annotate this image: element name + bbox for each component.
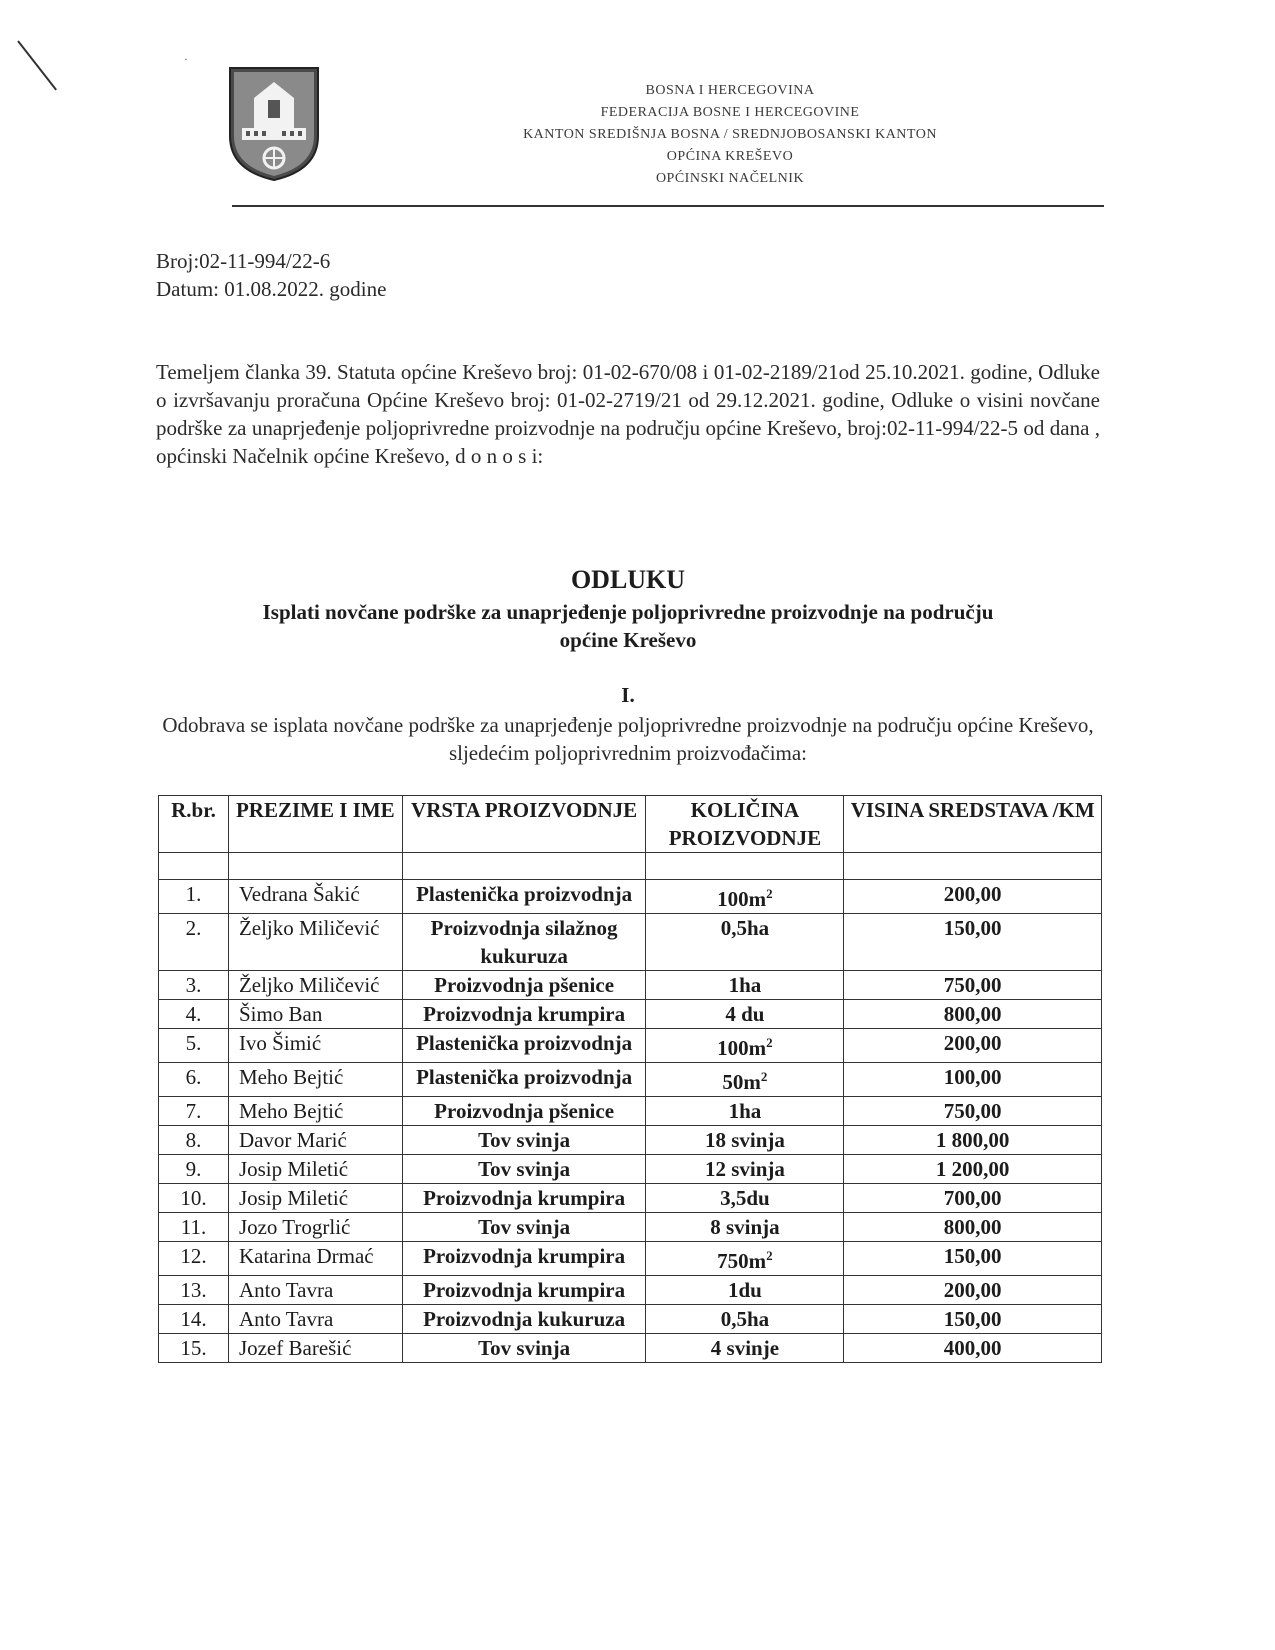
header-line-country: BOSNA I HERCEGOVINA bbox=[645, 83, 815, 98]
table-row bbox=[159, 1276, 1102, 1305]
row-number-cell bbox=[159, 1334, 229, 1363]
row-number-cell bbox=[159, 971, 229, 1000]
row-type-cell bbox=[402, 1276, 646, 1305]
row-quantity-text: 750m bbox=[717, 1249, 767, 1273]
row-name-text: Meho Bejtić bbox=[238, 1099, 344, 1123]
subtitle-line-2: općine Kreševo bbox=[559, 628, 697, 652]
row-type-cell bbox=[402, 1063, 646, 1097]
row-quantity-cell bbox=[646, 1063, 844, 1097]
row-amount-text: 150,00 bbox=[943, 1307, 1002, 1331]
column-header-name: PREZIME I IME bbox=[228, 796, 402, 853]
row-type-cell bbox=[402, 1029, 646, 1063]
row-quantity-cell bbox=[646, 1213, 844, 1242]
header-divider bbox=[232, 205, 1104, 207]
table-row bbox=[159, 1334, 1102, 1363]
row-amount-cell bbox=[844, 1000, 1102, 1029]
row-type-cell bbox=[402, 880, 646, 914]
row-type-cell bbox=[402, 1126, 646, 1155]
table-row bbox=[159, 1126, 1102, 1155]
row-name-cell bbox=[228, 971, 402, 1000]
row-amount-text: 200,00 bbox=[943, 1031, 1002, 1055]
row-name-text: Šimo Ban bbox=[238, 1002, 323, 1026]
spacer-cell bbox=[228, 853, 402, 880]
row-amount-cell bbox=[844, 1029, 1102, 1063]
table-row bbox=[159, 1184, 1102, 1213]
row-quantity-text: 100m bbox=[717, 1036, 767, 1060]
row-number-cell bbox=[159, 1063, 229, 1097]
row-quantity-cell bbox=[646, 1242, 844, 1276]
row-number-cell bbox=[159, 1000, 229, 1029]
row-name-cell bbox=[228, 1155, 402, 1184]
row-quantity-cell bbox=[646, 1184, 844, 1213]
row-name-text: Jozef Barešić bbox=[238, 1336, 352, 1360]
row-name-cell bbox=[228, 1126, 402, 1155]
document-subtitle bbox=[156, 598, 1100, 654]
row-name-cell bbox=[228, 1305, 402, 1334]
header-line-federation: FEDERACIJA BOSNE I HERCEGOVINE bbox=[600, 105, 860, 120]
row-type-cell bbox=[402, 971, 646, 1000]
row-number-text: 3. bbox=[185, 973, 202, 997]
column-header-quantity: KOLIČINA PROIZVODNJE bbox=[646, 796, 844, 853]
row-quantity-text: 8 svinja bbox=[710, 1215, 780, 1239]
table-row bbox=[159, 1242, 1102, 1276]
table-row bbox=[159, 1097, 1102, 1126]
row-number-text: 1. bbox=[185, 882, 202, 906]
row-amount-cell bbox=[844, 1063, 1102, 1097]
row-amount-text: 150,00 bbox=[943, 916, 1002, 940]
row-type-cell bbox=[402, 1334, 646, 1363]
row-name-cell bbox=[228, 1213, 402, 1242]
row-amount-cell bbox=[844, 1242, 1102, 1276]
row-number-text: 5. bbox=[185, 1031, 202, 1055]
row-number-cell bbox=[159, 1126, 229, 1155]
row-amount-text: 750,00 bbox=[943, 973, 1002, 997]
table-body bbox=[159, 853, 1102, 1363]
intro-paragraph: Temeljem članka 39. Statuta općine Kreševo broj: 01-02-670/08 i 01-02-2189/21od 25.10.2021. godine, Odluke o izvršavanju proračuna Općine Kreševo broj: 01-02-2719/21 od 29.12.2021. godine, Odluke o visini novčane podrške za unaprjeđenje poljoprivredne proizvodnje na području općine Kreševo, broj:02-11-994/22-5 od dana , općinski Načelnik općine Kreševo, d o n o s i: bbox=[156, 360, 1100, 468]
row-quantity-text: 1ha bbox=[728, 973, 762, 997]
row-amount-cell bbox=[844, 1126, 1102, 1155]
row-type-text: Proizvodnja krumpira bbox=[423, 1278, 626, 1302]
row-name-text: Jozo Trogrlić bbox=[238, 1215, 351, 1239]
document-title: ODLUKU bbox=[570, 565, 686, 594]
row-type-cell bbox=[402, 1097, 646, 1126]
row-number-text: 2. bbox=[185, 916, 202, 940]
row-quantity-cell bbox=[646, 1334, 844, 1363]
row-type-text: Tov svinja bbox=[478, 1128, 571, 1152]
scan-speck: · bbox=[184, 52, 188, 66]
row-name-cell bbox=[228, 880, 402, 914]
row-name-text: Ivo Šimić bbox=[238, 1031, 322, 1055]
table-row bbox=[159, 971, 1102, 1000]
row-number-cell bbox=[159, 1184, 229, 1213]
row-type-text: Plastenička proizvodnja bbox=[416, 1031, 633, 1055]
row-amount-cell bbox=[844, 1184, 1102, 1213]
row-type-text: Proizvodnja krumpira bbox=[423, 1002, 626, 1026]
row-name-cell bbox=[228, 1276, 402, 1305]
row-amount-text: 1 200,00 bbox=[935, 1157, 1010, 1181]
row-number-cell bbox=[159, 914, 229, 971]
row-number-text: 10. bbox=[180, 1186, 207, 1210]
row-amount-cell bbox=[844, 971, 1102, 1000]
row-amount-cell bbox=[844, 1097, 1102, 1126]
row-amount-text: 100,00 bbox=[943, 1065, 1002, 1089]
row-name-text: Katarina Drmać bbox=[238, 1244, 374, 1268]
row-quantity-cell bbox=[646, 914, 844, 971]
row-number-text: 9. bbox=[185, 1157, 202, 1181]
table-row bbox=[159, 880, 1102, 914]
row-amount-text: 800,00 bbox=[943, 1002, 1002, 1026]
row-type-text: Plastenička proizvodnja bbox=[416, 882, 633, 906]
table-row bbox=[159, 1155, 1102, 1184]
section-text: Odobrava se isplata novčane podrške za unaprjeđenje poljoprivredne proizvodnje na području općine Kreševo, sljedećim poljoprivrednim proizvođačima: bbox=[162, 713, 1094, 765]
row-name-cell bbox=[228, 914, 402, 971]
row-amount-text: 150,00 bbox=[943, 1244, 1002, 1268]
row-number-text: 6. bbox=[185, 1065, 202, 1089]
row-amount-cell bbox=[844, 914, 1102, 971]
row-name-cell bbox=[228, 1184, 402, 1213]
row-name-text: Josip Miletić bbox=[238, 1157, 349, 1181]
row-quantity-text: 1du bbox=[727, 1278, 762, 1302]
column-header-amount: VISINA SREDSTAVA /KM bbox=[844, 796, 1102, 853]
header-line-office: OPĆINSKI NAČELNIK bbox=[655, 171, 805, 186]
row-number-text: 15. bbox=[180, 1336, 207, 1360]
row-type-cell bbox=[402, 1000, 646, 1029]
row-name-text: Josip Miletić bbox=[238, 1186, 349, 1210]
row-number-cell bbox=[159, 1097, 229, 1126]
row-name-text: Meho Bejtić bbox=[238, 1065, 344, 1089]
row-amount-text: 1 800,00 bbox=[935, 1128, 1010, 1152]
row-number-cell bbox=[159, 1155, 229, 1184]
row-amount-cell bbox=[844, 1334, 1102, 1363]
row-name-text: Anto Tavra bbox=[238, 1307, 334, 1331]
row-amount-text: 200,00 bbox=[943, 1278, 1002, 1302]
row-type-text: Tov svinja bbox=[478, 1336, 571, 1360]
row-quantity-cell bbox=[646, 1126, 844, 1155]
row-name-text: Željko Miličević bbox=[238, 973, 380, 997]
row-name-cell bbox=[228, 1097, 402, 1126]
row-name-text: Željko Miličević bbox=[238, 916, 380, 940]
row-type-text: Proizvodnja pšenice bbox=[434, 973, 615, 997]
reference-date: Datum: 01.08.2022. godine bbox=[156, 277, 387, 301]
row-quantity-text: 0,5ha bbox=[720, 1307, 770, 1331]
row-quantity-text: 12 svinja bbox=[704, 1157, 785, 1181]
table-row bbox=[159, 914, 1102, 971]
row-quantity-cell bbox=[646, 1155, 844, 1184]
row-name-cell bbox=[228, 1000, 402, 1029]
table-row bbox=[159, 1063, 1102, 1097]
header-line-municipality: OPĆINA KREŠEVO bbox=[666, 149, 794, 164]
unit-exponent: 2 bbox=[760, 1069, 768, 1084]
row-name-text: Vedrana Šakić bbox=[238, 882, 360, 906]
row-number-text: 12. bbox=[180, 1244, 207, 1268]
row-number-cell bbox=[159, 1305, 229, 1334]
row-quantity-text: 3,5du bbox=[720, 1186, 770, 1210]
row-number-cell bbox=[159, 1242, 229, 1276]
row-amount-cell bbox=[844, 1276, 1102, 1305]
unit-exponent: 2 bbox=[766, 1035, 773, 1050]
row-name-text: Davor Marić bbox=[238, 1128, 347, 1152]
row-number-cell bbox=[159, 880, 229, 914]
row-quantity-text: 50m bbox=[722, 1070, 761, 1094]
header-line-canton: KANTON SREDIŠNJA BOSNA / SREDNJOBOSANSKI KANTON bbox=[523, 127, 937, 142]
row-type-cell bbox=[402, 914, 646, 971]
row-amount-text: 750,00 bbox=[943, 1099, 1002, 1123]
row-type-cell bbox=[402, 1242, 646, 1276]
row-type-text: Tov svinja bbox=[478, 1157, 571, 1181]
reference-block bbox=[156, 247, 386, 303]
row-type-text: Proizvodnja pšenice bbox=[434, 1099, 615, 1123]
row-type-text: Proizvodnja krumpira bbox=[423, 1244, 626, 1268]
row-quantity-cell bbox=[646, 1276, 844, 1305]
unit-exponent: 2 bbox=[766, 1248, 773, 1263]
row-amount-text: 700,00 bbox=[943, 1186, 1002, 1210]
row-quantity-cell bbox=[646, 1305, 844, 1334]
row-quantity-text: 4 svinje bbox=[710, 1336, 780, 1360]
row-number-text: 13. bbox=[180, 1278, 207, 1302]
row-number-text: 4. bbox=[185, 1002, 202, 1026]
row-name-cell bbox=[228, 1242, 402, 1276]
row-quantity-cell bbox=[646, 971, 844, 1000]
table-spacer-row bbox=[159, 853, 1102, 880]
row-amount-cell bbox=[844, 1305, 1102, 1334]
row-quantity-text: 100m bbox=[717, 887, 767, 911]
row-number-text: 7. bbox=[185, 1099, 202, 1123]
document-header bbox=[460, 80, 1000, 190]
row-amount-cell bbox=[844, 1155, 1102, 1184]
table-row bbox=[159, 1029, 1102, 1063]
spacer-cell bbox=[159, 853, 229, 880]
row-type-text: Proizvodnja krumpira bbox=[423, 1186, 626, 1210]
row-type-text: Plastenička proizvodnja bbox=[416, 1065, 633, 1089]
section-number: I. bbox=[621, 683, 635, 707]
row-amount-text: 800,00 bbox=[943, 1215, 1002, 1239]
row-type-text: Tov svinja bbox=[478, 1215, 571, 1239]
row-name-cell bbox=[228, 1334, 402, 1363]
row-type-cell bbox=[402, 1213, 646, 1242]
row-type-cell bbox=[402, 1305, 646, 1334]
row-number-text: 14. bbox=[180, 1307, 207, 1331]
row-quantity-cell bbox=[646, 880, 844, 914]
row-name-cell bbox=[228, 1063, 402, 1097]
row-amount-text: 400,00 bbox=[943, 1336, 1002, 1360]
row-number-text: 8. bbox=[185, 1128, 202, 1152]
spacer-cell bbox=[402, 853, 646, 880]
row-number-cell bbox=[159, 1213, 229, 1242]
column-header-type: VRSTA PROIZVODNJE bbox=[402, 796, 646, 853]
spacer-cell bbox=[646, 853, 844, 880]
row-type-cell bbox=[402, 1155, 646, 1184]
row-number-text: 11. bbox=[180, 1215, 207, 1239]
spacer-cell bbox=[844, 853, 1102, 880]
recipients-table bbox=[158, 795, 1102, 1363]
table-header-row bbox=[159, 796, 1102, 853]
row-amount-cell bbox=[844, 880, 1102, 914]
row-number-cell bbox=[159, 1029, 229, 1063]
row-quantity-text: 4 du bbox=[725, 1002, 765, 1026]
scan-mark bbox=[17, 40, 57, 90]
row-quantity-cell bbox=[646, 1097, 844, 1126]
row-name-text: Anto Tavra bbox=[238, 1278, 334, 1302]
row-amount-text: 200,00 bbox=[943, 882, 1002, 906]
row-name-cell bbox=[228, 1029, 402, 1063]
row-amount-cell bbox=[844, 1213, 1102, 1242]
row-quantity-cell bbox=[646, 1000, 844, 1029]
table-row bbox=[159, 1305, 1102, 1334]
subtitle-line-1: Isplati novčane podrške za unaprjeđenje poljoprivredne proizvodnje na području bbox=[262, 600, 994, 624]
row-quantity-text: 18 svinja bbox=[704, 1128, 785, 1152]
table-row bbox=[159, 1000, 1102, 1029]
row-type-text: Proizvodnja kukuruza bbox=[423, 1307, 626, 1331]
unit-exponent: 2 bbox=[766, 886, 773, 901]
row-number-cell bbox=[159, 1276, 229, 1305]
table-row bbox=[159, 1213, 1102, 1242]
row-type-text: Proizvodnja silažnog kukuruza bbox=[430, 916, 618, 968]
row-quantity-text: 1ha bbox=[728, 1099, 762, 1123]
reference-number: Broj:02-11-994/22-6 bbox=[156, 249, 331, 273]
municipality-crest-icon bbox=[228, 66, 320, 182]
column-header-number: R.br. bbox=[159, 796, 229, 853]
row-quantity-cell bbox=[646, 1029, 844, 1063]
row-type-cell bbox=[402, 1184, 646, 1213]
row-quantity-text: 0,5ha bbox=[720, 916, 770, 940]
